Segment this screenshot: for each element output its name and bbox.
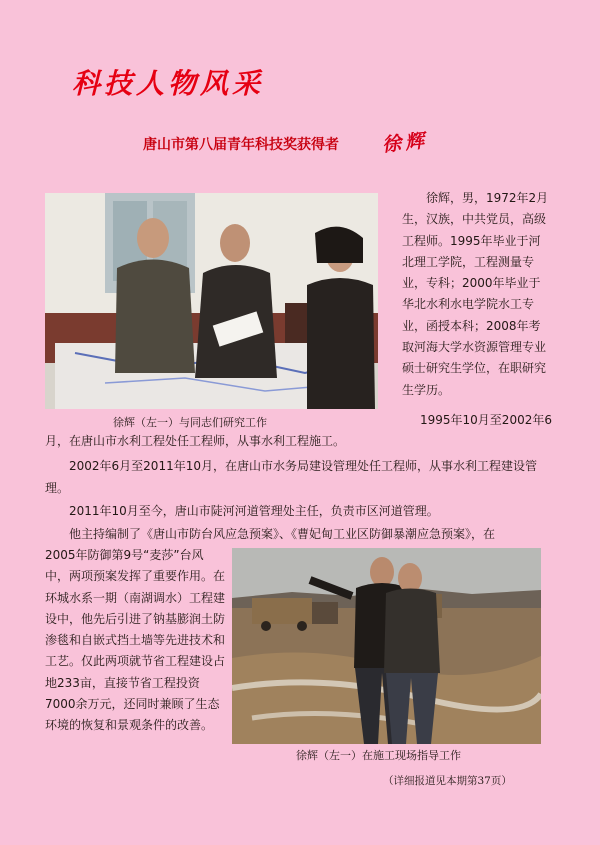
para-2002-line1: 2002年6月至2011年10月，在唐山市水务局建设管理处任工程师，从事水利工程建设管	[69, 459, 537, 473]
intro-paragraph: 徐辉，男，1972年2月生，汉族，中共党员，高级工程师。1995年毕业于河北理工学院，工程测量专业，专科；2000年毕业于华北水利水电学院水工专业，函授本科；2008年考取河海大学水资源管理专业硕士研究生学位，在职研究生学历。	[402, 191, 549, 397]
para-plan-line1: 他主持编制了《唐山市防台风应急预案》、《曹妃甸工业区防御暴潮应急预案》，在	[69, 527, 496, 541]
photo-construction-site	[232, 548, 541, 744]
signature-name: 徐辉	[381, 129, 430, 157]
section-title: 科技人物风采	[72, 67, 265, 100]
footnote: （详细报道见本期第37页）	[383, 775, 512, 787]
para-1995-start: 1995年10月至2002年6	[420, 413, 552, 427]
award-subtitle: 唐山市第八届青年科技奖获得者	[143, 137, 339, 153]
photo-meeting	[45, 193, 378, 409]
para-2002-line2: 理。	[45, 481, 70, 495]
para-2011: 2011年10月至今，唐山市陡河河道管理处主任，负责市区河道管理。	[69, 504, 439, 518]
para-1995-end: 月，在唐山市水利工程处任工程师，从事水利工程施工。	[45, 434, 346, 448]
photo2-caption: 徐辉（左一）在施工现场指导工作	[296, 749, 461, 762]
photo1-caption: 徐辉（左一）与同志们研究工作	[113, 416, 267, 429]
para-plan-rest: 2005年防御第9号“麦莎”台风中，两项预案发挥了重要作用。在环城水系一期（南湖调水）工程建设中，他先后引进了钠基膨润土防渗毯和自嵌式挡土墙等先进技术和工艺。仅此两项就节省工程建设占地233亩，直接节省工程投资7000余万元，还同时兼顾了生态环境的恢复和景观条件的改善。	[45, 548, 226, 733]
